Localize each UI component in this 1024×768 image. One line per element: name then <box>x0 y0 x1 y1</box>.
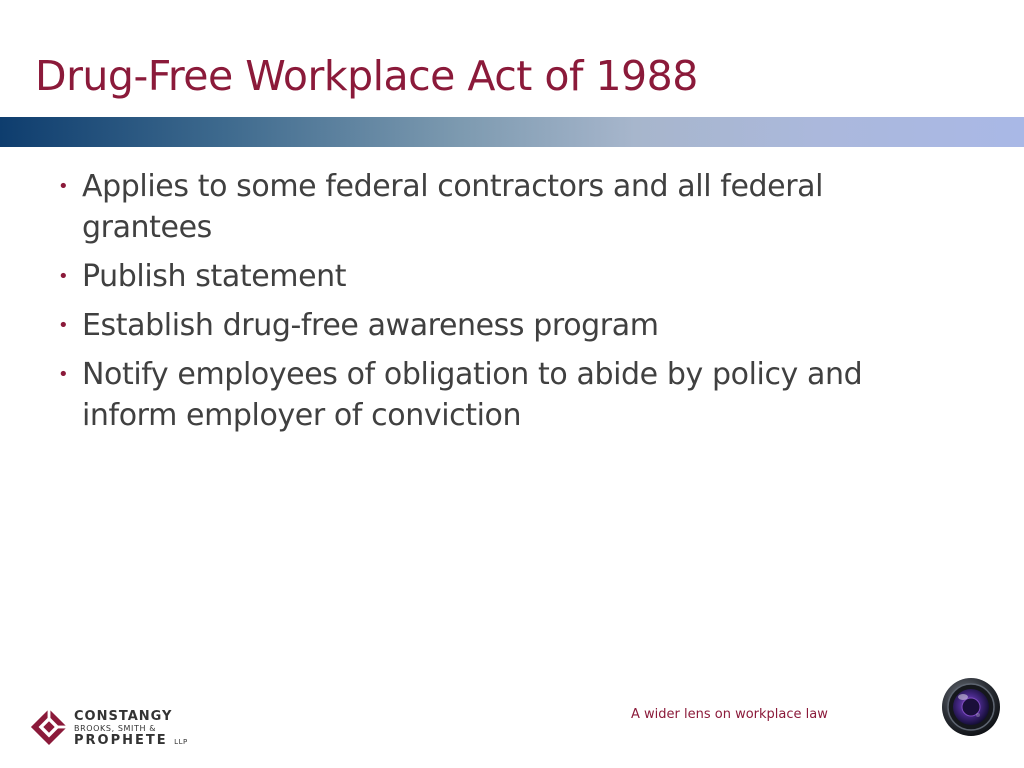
logo-line-2: BROOKS, SMITH & <box>74 724 157 733</box>
title-gradient-bar <box>0 117 1024 147</box>
bullet-item <box>58 305 938 346</box>
bullet-dot: • <box>58 176 69 197</box>
bullet-dot: • <box>58 315 69 336</box>
logo-line-3-name: PROPHETE <box>74 733 168 748</box>
bullet-dot: • <box>58 266 69 287</box>
bullet-item <box>58 166 938 248</box>
logo-line-3 <box>74 734 188 749</box>
firm-logo <box>30 708 220 752</box>
bullet-dot: • <box>58 364 69 385</box>
logo-text <box>74 710 188 749</box>
footer-tagline: A wider lens on workplace law <box>631 707 828 722</box>
bullet-item <box>58 256 938 297</box>
logo-llp: LLP <box>174 738 188 746</box>
camera-lens-icon <box>941 677 1001 737</box>
bullet-text: Publish statement <box>82 259 347 294</box>
constangy-diamond-logo-icon <box>30 708 68 746</box>
bullet-item <box>58 354 938 436</box>
bullet-list <box>58 166 938 444</box>
bullet-text: Notify employees of obligation to abide by policy and inform employer of conviction <box>82 357 863 433</box>
bullet-text: Establish drug-free awareness program <box>82 308 659 343</box>
slide-title: Drug-Free Workplace Act of 1988 <box>35 52 698 100</box>
logo-line-1: CONSTANGY <box>74 709 173 724</box>
bullet-text: Applies to some federal contractors and all federal grantees <box>82 169 824 245</box>
